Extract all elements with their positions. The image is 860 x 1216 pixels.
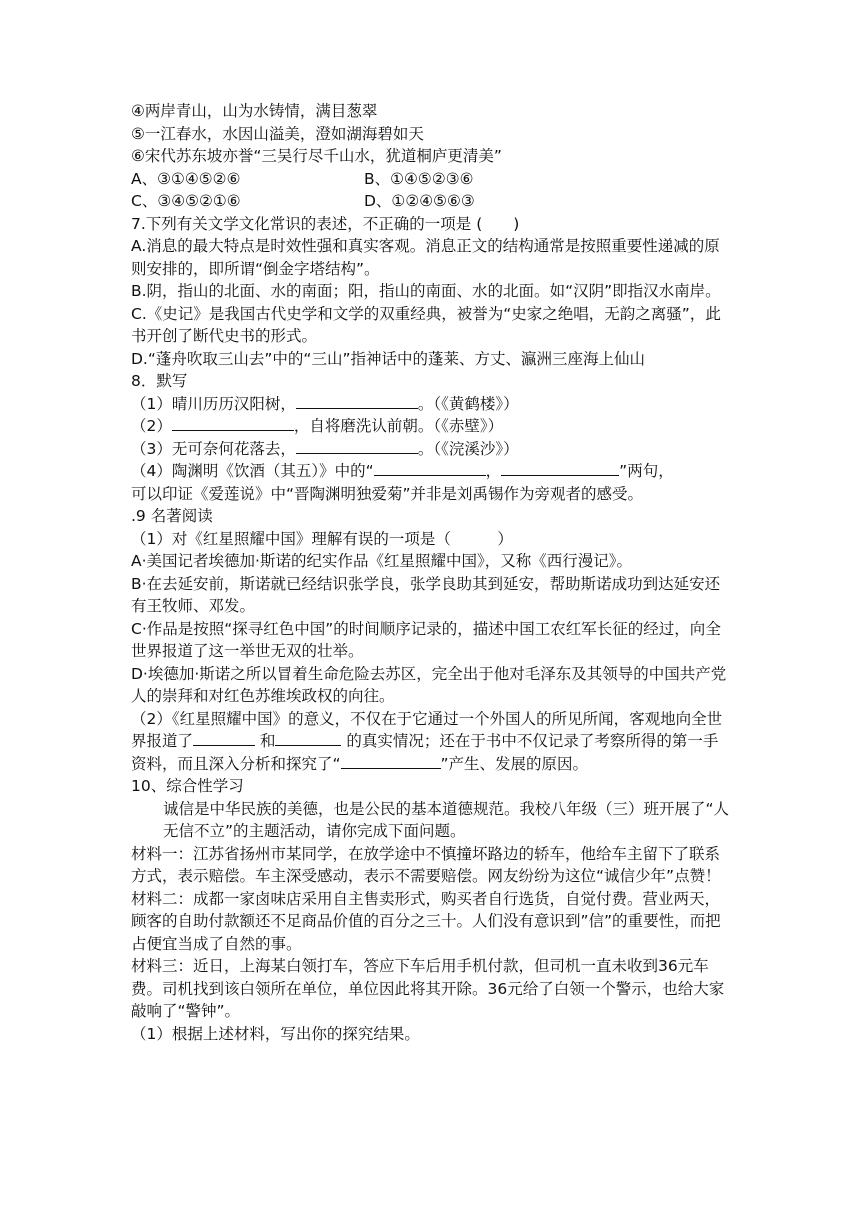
q9-option-d: D·埃德加·斯诺之所以冒着生命危险去苏区，完全出于他对毛泽东及其领导的中国共产党人的崇拜和对红色苏维埃政权的向往。 (131, 664, 727, 705)
q9-title: .9 名著阅读 (131, 507, 213, 525)
answer-blank[interactable] (296, 393, 418, 409)
q8-line-1-source: 。（《黄鹤楼》） (417, 394, 519, 413)
answer-blank[interactable] (296, 438, 418, 454)
q6-options-row-1 (131, 168, 731, 191)
q6-option-b: B、①④⑤②③⑥ (364, 169, 474, 188)
q6-options-row-2 (131, 190, 731, 213)
q9-sub-1: （1）对《红星照耀中国》理解有误的一项是（ ） (131, 529, 513, 548)
q8-line-4-text: （4）陶渊明《饮酒（其五）》中的“ (131, 462, 374, 480)
answer-blank[interactable] (275, 730, 341, 746)
q8-line-4-comma: ， (485, 462, 502, 480)
q7-option-d: D.“蓬舟吹取三山去”中的“三山”指神话中的蓬莱、方丈、瀛洲三座海上仙山 (131, 349, 645, 368)
q7-stem: 7.下列有关文学文化常识的表述，不正确的一项是 ( ) (131, 214, 520, 233)
answer-blank[interactable] (374, 460, 486, 476)
q10-title: 10、综合性学习 (131, 777, 244, 795)
q9-option-a: A·美国记者埃德加·斯诺的纪实作品《红星照耀中国》，又称《西行漫记》。 (131, 552, 632, 570)
answer-blank[interactable] (501, 460, 619, 476)
q6-item-5: ⑤一江春水，水因山溢美，澄如湖海碧如天 (131, 124, 424, 143)
q8-line-1-text: （1）晴川历历汉阳树， (131, 394, 296, 413)
q9-sub-2-text-d: ”产生、发展的原因。 (440, 754, 589, 773)
q6-item-6: ⑥宋代苏东坡亦誉“三吴行尽千山水，犹道桐庐更清美” (131, 147, 502, 165)
q10-intro: 诚信是中华民族的美德，也是公民的基本道德规范。我校八年级（三）班开展了“人无信不立”的主题活动，请你完成下面问题。 (163, 799, 730, 840)
q6-item-4: ④两岸青山，山为水铸情，满目葱翠 (131, 102, 378, 120)
q9-sub-2-text-a: （2）《红星照耀中国》的意义，不仅在于它通过一个外国人的所见所闻，客观地向全世界报道了 (131, 709, 723, 750)
answer-blank[interactable] (193, 730, 255, 746)
q9-sub-2-text-c: 的真实情况；还在于书中不仅记录了考察所得的第一手资料，而且深入分析和探究了“ (131, 732, 719, 773)
q8-line-3 (131, 438, 731, 461)
q7-option-c: C.《史记》是我国古代史学和文学的双重经典，被誉为“史家之绝唱，无韵之离骚”，此书开创了断代史书的形式。 (131, 304, 721, 345)
q6-option-c: C、③④⑤②①⑥ (131, 192, 241, 210)
q9-sub-2-text-b: 和 (255, 732, 276, 750)
q8-line-4-end: ”两句， (619, 462, 674, 480)
q8-line-4 (131, 460, 731, 483)
q6-option-a: A、③①④⑤②⑥ (131, 169, 241, 188)
q8-line-4-cont: 可以印证《爱莲说》中“晋陶渊明独爱菊”并非是刘禹锡作为旁观者的感受。 (131, 484, 644, 503)
answer-blank[interactable] (341, 753, 441, 769)
q8-line-3-text: （3）无可奈何花落去， (131, 439, 296, 458)
q10-material-2: 材料二：成都一家卤味店采用自主售卖形式，购买者自行选货，自觉付费。营业两天，顾客的自助付款额还不足商品价值的百分之三十。人们没有意识到”信”的重要性，而把占便宜当成了自然的事。 (131, 889, 721, 953)
q7-option-a: A.消息的最大特点是时效性强和真实客观。消息正文的结构通常是按照重要性递减的原则安排的，即所谓“倒金字塔结构”。 (131, 237, 720, 278)
q8-title: 8．默写 (131, 372, 188, 390)
document-page (131, 100, 731, 1045)
q10-material-3: 材料三：近日，上海某白领打车，答应下车后用手机付款，但司机一直未收到36元车费。司机找到该白领所在单位，单位因此将其开除。36元给了白领一个警示，也给大家敲响了“警钟”。 (131, 957, 725, 1020)
q6-option-d: D、①②④⑤⑥③ (364, 192, 475, 210)
q8-line-3-source: 。（《浣溪沙》） (417, 439, 519, 458)
q9-option-b: B·在去延安前，斯诺就已经结识张学良，张学良助其到延安，帮助斯诺成功到达延安还有王牧师、邓发。 (131, 574, 721, 615)
q8-line-2-source: ，自将磨洗认前朝。（《赤壁》） (293, 417, 504, 435)
q7-option-b: B.阴，指山的北面、水的南面；阳，指山的南面、水的北面。如“汉阴”即指汉水南岸。 (131, 282, 721, 300)
q8-line-1 (131, 393, 731, 416)
answer-blank[interactable] (172, 415, 294, 431)
q10-material-1: 材料一：江苏省扬州市某同学，在放学途中不慎撞坏路边的轿车，他给车主留下了联系方式，表示赔偿。车主深受感动，表示不需要赔偿。网友纷纷为这位“诚信少年”点赞！ (131, 844, 721, 885)
q10-question-1: （1）根据上述材料，写出你的探究结果。 (131, 1024, 420, 1043)
q9-option-c: C·作品是按照“探寻红色中国”的时间顺序记录的，描述中国工农红军长征的经过，向全世界报道了这一举世无双的壮举。 (131, 619, 721, 660)
q9-sub-2 (131, 708, 731, 776)
q8-line-2-text: （2） (131, 417, 172, 435)
q8-line-2 (131, 415, 731, 438)
